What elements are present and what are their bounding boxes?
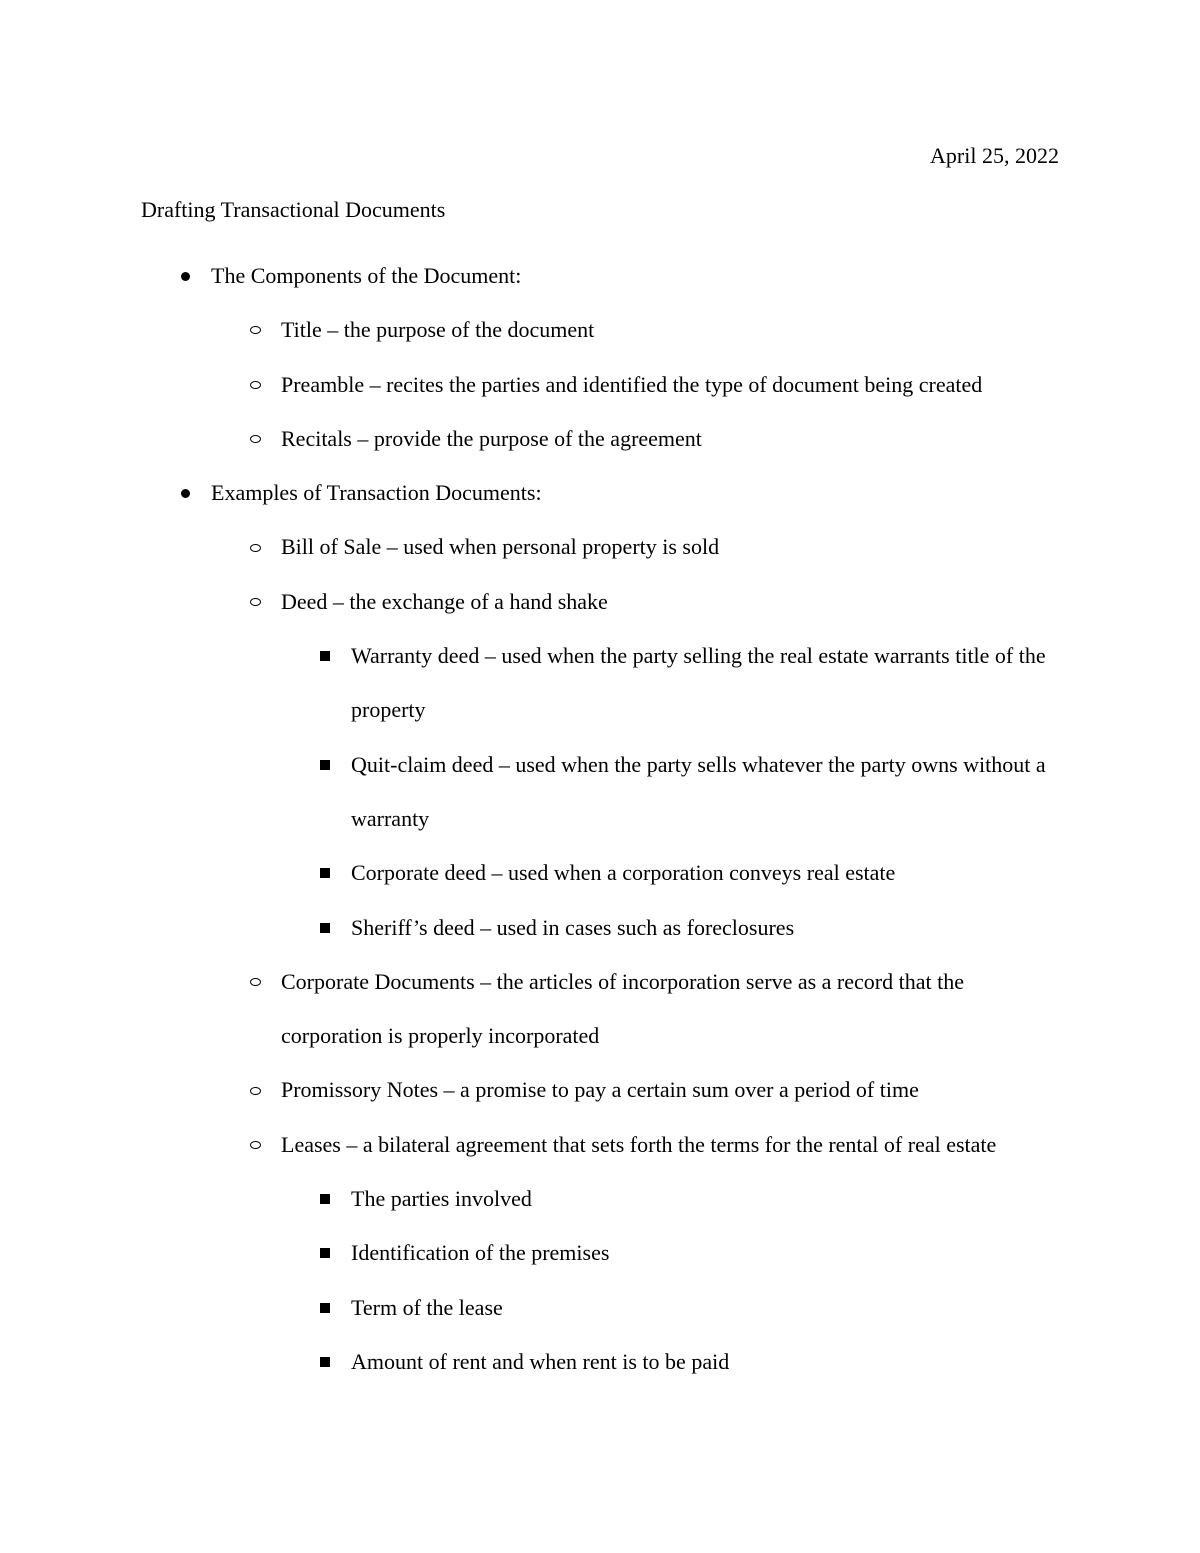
bullet-circle-icon: [245, 1118, 265, 1172]
outline-item-label: Examples of Transaction Documents:: [211, 480, 542, 506]
outline-item-examples: [141, 466, 1061, 1389]
document-heading: Drafting Transactional Documents: [141, 197, 446, 222]
outline-subitem-label: Leases – a bilateral agreement that sets forth the terms for the rental of real estate: [281, 1131, 997, 1157]
outline-subitem-recitals: [211, 412, 1061, 466]
bullet-square-icon: [315, 629, 335, 683]
outline-subitem-label: Title – the purpose of the document: [281, 317, 595, 343]
outline-subitem-leases: [211, 1118, 1061, 1389]
outline-subsubitem-parties: [281, 1172, 1061, 1226]
bullet-circle-icon: [245, 358, 265, 412]
outline-subitem-promissory-notes: [211, 1063, 1061, 1117]
outline-subsubitem-label: Warranty deed – used when the party selling the real estate warrants title of the property: [351, 643, 1046, 723]
bullet-square-icon: [315, 1281, 335, 1335]
outline-list: [141, 249, 1061, 1389]
bullet-square-icon: [315, 1172, 335, 1226]
lease-terms-sublist: [281, 1172, 1061, 1389]
outline-subitem-label: Preamble – recites the parties and identified the type of document being created: [281, 371, 983, 397]
outline-subsubitem-term: [281, 1281, 1061, 1335]
outline-subsubitem-label: Sheriff’s deed – used in cases such as foreclosures: [351, 914, 795, 940]
outline-subsubitem-label: Identification of the premises: [351, 1240, 610, 1266]
outline-item-label: The Components of the Document:: [211, 263, 522, 288]
bullet-square-icon: [315, 1335, 335, 1389]
deed-types-sublist: [281, 629, 1061, 955]
bullet-dot-icon: [175, 466, 195, 520]
outline-subitem-deed: [211, 575, 1061, 955]
outline-subitem-corporate-documents: [211, 955, 1061, 1064]
bullet-circle-icon: [245, 955, 265, 1009]
bullet-square-icon: [315, 901, 335, 955]
outline-subitem-label: Recitals – provide the purpose of the agreement: [281, 425, 702, 451]
bullet-circle-icon: [245, 520, 265, 574]
outline-subsubitem-label: Quit-claim deed – used when the party sells whatever the party owns without a warranty: [351, 751, 1046, 831]
outline-subsubitem-warranty-deed: [281, 629, 1061, 738]
outline-subitem-bill-of-sale: [211, 520, 1061, 574]
outline-subsubitem-label: Term of the lease: [351, 1294, 503, 1320]
outline-subsubitem-label: Amount of rent and when rent is to be paid: [351, 1348, 730, 1374]
outline-subsubitem-rent: [281, 1335, 1061, 1389]
bullet-square-icon: [315, 846, 335, 900]
outline-subsubitem-label: The parties involved: [351, 1186, 532, 1212]
bullet-circle-icon: [245, 575, 265, 629]
outline-subitem-title: [211, 303, 1061, 357]
bullet-square-icon: [315, 1226, 335, 1280]
outline-subsubitem-premises: [281, 1226, 1061, 1280]
outline-subitem-label: Corporate Documents – the articles of incorporation serve as a record that the corporation is properly incorporated: [281, 968, 964, 1049]
bullet-circle-icon: [245, 303, 265, 357]
outline-subitem-label: Deed – the exchange of a hand shake: [281, 588, 608, 614]
outline-subsubitem-sheriffs-deed: [281, 901, 1061, 955]
outline-subitem-preamble: [211, 358, 1061, 412]
bullet-dot-icon: [175, 249, 195, 303]
bullet-circle-icon: [245, 412, 265, 466]
components-sublist: [211, 303, 1061, 466]
outline-subsubitem-quit-claim-deed: [281, 738, 1061, 847]
bullet-square-icon: [315, 738, 335, 792]
outline-subitem-label: Promissory Notes – a promise to pay a certain sum over a period of time: [281, 1077, 919, 1103]
outline-subsubitem-corporate-deed: [281, 846, 1061, 900]
examples-sublist: [211, 520, 1061, 1389]
outline-subitem-label: Bill of Sale – used when personal property is sold: [281, 534, 720, 560]
document-date: April 25, 2022: [930, 143, 1059, 168]
outline-item-components: [141, 249, 1061, 466]
outline-subsubitem-label: Corporate deed – used when a corporation conveys real estate: [351, 860, 896, 886]
bullet-circle-icon: [245, 1063, 265, 1117]
